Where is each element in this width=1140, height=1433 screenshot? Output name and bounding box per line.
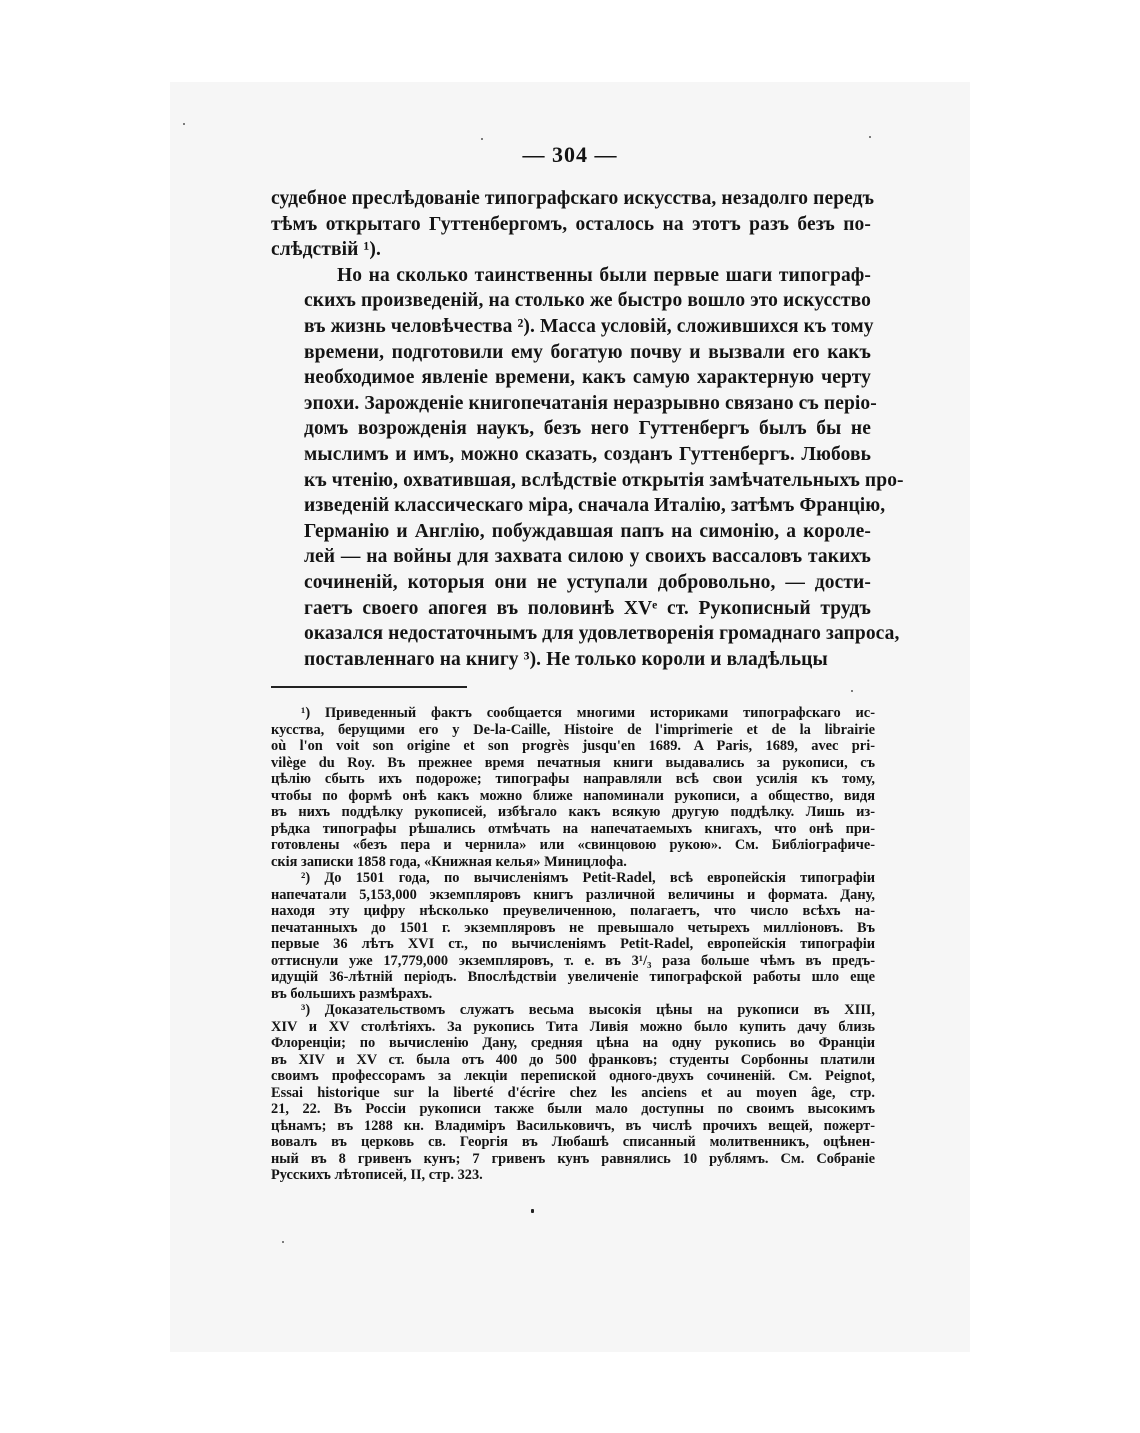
- text-line: скихъ произведеній, на столько же быстро вошло это искусство: [304, 290, 871, 312]
- footnote-line: Флоренціи; по вычисленію Дану, средняя цѣна на одну рукопись во Франціи: [271, 1035, 875, 1051]
- text-line: въ жизнь человѣчества ²). Масса условій, сложившихся къ тому: [304, 315, 874, 337]
- footnote-line: цѣнамъ; въ 1288 кн. Владиміръ Васильковичъ, въ числѣ прочихъ вещей, пожерт-: [271, 1117, 875, 1134]
- footnote-1: [271, 705, 875, 870]
- footnote-line: кусства, берущими его у De-la-Caille, Histoire de l'imprimerie et de la librairie: [271, 721, 875, 738]
- footnote-line: напечатали 5,153,000 экземпляровъ книгъ различной величины и формата. Дану,: [271, 886, 875, 903]
- footnote-2: [271, 870, 875, 1002]
- footnote-line: ³) Доказательствомъ служатъ весьма высокія цѣны на рукописи въ XIII,: [301, 1002, 875, 1018]
- footnote-line: вовалъ въ церковь св. Георгія въ Любашѣ списанный молитвенникъ, оцѣнен-: [271, 1134, 875, 1150]
- footnote-line: où l'on voit son origine et son progrès jusqu'en 1689. A Paris, 1689, avec pri-: [271, 738, 875, 754]
- footnote-line: печатанныхъ до 1501 г. экземпляровъ не превышало четырехъ милліоновъ. Въ: [271, 919, 875, 936]
- footnote-line: готовлены «безъ пера и чернила» или «свинцовою рукою». См. Библіографиче-: [271, 837, 875, 853]
- scan-speck: [183, 123, 185, 125]
- footnote-line: находя эту цифру нѣсколько преувеличенною, полагаетъ, что число всѣхъ на-: [271, 903, 875, 919]
- footnote-line: скія записки 1858 года, «Книжная келья» Миницлофа.: [271, 853, 627, 870]
- text-line: тѣмъ открытаго Гуттенбергомъ, осталось на этотъ разъ безъ по-: [271, 213, 871, 235]
- text-line: мыслимъ и имъ, можно сказать, созданъ Гуттенбергъ. Любовь: [304, 443, 871, 465]
- footnote-3: [271, 1002, 875, 1184]
- page-number: — 304 —: [522, 142, 618, 167]
- scan-speck: [851, 690, 853, 692]
- footnote-line: первые 36 лѣтъ XVI ст., по вычисленіямъ Petit-Radel, европейскія типографіи: [271, 936, 875, 952]
- scan-speck: [481, 138, 483, 140]
- paragraph-2: [271, 263, 904, 673]
- paragraph-1: [271, 186, 875, 263]
- footnote-line: Essai historique sur la liberté d'écrire chez les anciens et au moyen âge, стр.: [271, 1084, 875, 1101]
- text-line: лей — на войны для захвата силою у своихъ вассаловъ такихъ: [304, 546, 871, 568]
- scan-speck: [869, 136, 871, 138]
- scan-speck: [531, 1209, 534, 1213]
- text-line: оказался недостаточнымъ для удовлетворенія громаднаго запроса,: [304, 623, 900, 645]
- footnote-line: своимъ профессорамъ за лекціи перепиской одного-двухъ сочиненій. См. Peignot,: [271, 1068, 875, 1084]
- text-line: эпохи. Зарожденіе книгопечатанія неразрывно связано съ періо-: [304, 392, 877, 414]
- footnote-line: ¹) Приведенный фактъ сообщается многими историками типографскаго ис-: [301, 705, 875, 721]
- footnote-line: ный въ 8 гривенъ кунъ; 7 гривенъ кунъ равнялись 10 рублямъ. См. Собраніе: [271, 1150, 875, 1167]
- text-line: Германію и Англію, побуждавшая папъ на симонію, а короле-: [304, 520, 871, 542]
- footnote-line: въ большихъ размѣрахъ.: [271, 985, 433, 1002]
- footnote-line: Русскихъ лѣтописей, II, стр. 323.: [271, 1167, 483, 1183]
- text-line: Но на сколько таинственны были первые шаги типограф-: [337, 264, 871, 286]
- footnote-line: vilège du Roy. Въ прежнее время печатныя книги выдавались за рукописи, съ: [271, 754, 875, 771]
- text-line: гаетъ своего апогея въ половинѣ XVᵉ ст. Рукописный трудъ: [304, 597, 871, 619]
- footnote-separator: [271, 686, 467, 688]
- footnote-line: ²) До 1501 года, по вычисленіямъ Petit-Radel, всѣ европейскія типографіи: [301, 870, 875, 886]
- text-line: домъ возрожденія наукъ, безъ него Гуттенбергъ былъ бы не: [304, 418, 871, 440]
- footnote-line: идущій 36-лѣтній періодъ. Впослѣдствіи увеличеніе типографской работы шло еще: [271, 969, 875, 985]
- footnote-line: чтобы по формѣ онѣ какъ можно ближе напоминали рукописи, а общество, видя: [271, 787, 875, 804]
- text-line: къ чтенію, охватившая, вслѣдствіе открытія замѣчательныхъ про-: [304, 469, 904, 491]
- footnote-line: въ нихъ поддѣлку рукописей, избѣгало какъ всякую другую поддѣлку. Лишь из-: [271, 804, 875, 820]
- footnote-line: въ XIV и XV ст. была отъ 400 до 500 франковъ; студенты Сорбонны платили: [271, 1051, 875, 1068]
- text-line: сочиненій, которыя они не уступали добровольно, — дости-: [304, 571, 871, 593]
- text-line: судебное преслѣдованіе типографскаго искусства, незадолго передъ: [271, 188, 875, 209]
- text-line: слѣдствій ¹).: [271, 239, 381, 261]
- footnote-line: цѣлію сбыть ихъ подороже; типографы направляли всѣ свои усилія къ тому,: [271, 771, 875, 787]
- text-line: времени, подготовили ему богатую почву и вызвали его какъ: [304, 341, 871, 363]
- text-line: изведеній классическаго міра, сначала Италію, затѣмъ Францію,: [304, 495, 886, 517]
- footnote-line: 21, 22. Въ Россіи рукописи также были мало доступны по своимъ высокимъ: [271, 1101, 875, 1117]
- footnote-line: оттиснули уже 17,779,000 экземпляровъ, т. е. въ 3¹/₃ раза больше чѣмъ въ предъ-: [271, 952, 875, 969]
- main-text: [271, 186, 904, 672]
- text-line: необходимое явленіе времени, какъ самую характерную черту: [304, 367, 871, 389]
- footnote-line: рѣдка типографы рѣшались отмѣчать на напечатаемыхъ книгахъ, что онѣ при-: [271, 820, 875, 837]
- scan-speck: [282, 1241, 284, 1243]
- text-line: поставленнаго на книгу ³). Не только короли и владѣльцы: [304, 648, 828, 670]
- footnotes: [271, 705, 875, 1184]
- footnote-line: XIV и XV столѣтіяхъ. За рукопись Тита Ливія можно было купить дачу близь: [271, 1018, 875, 1035]
